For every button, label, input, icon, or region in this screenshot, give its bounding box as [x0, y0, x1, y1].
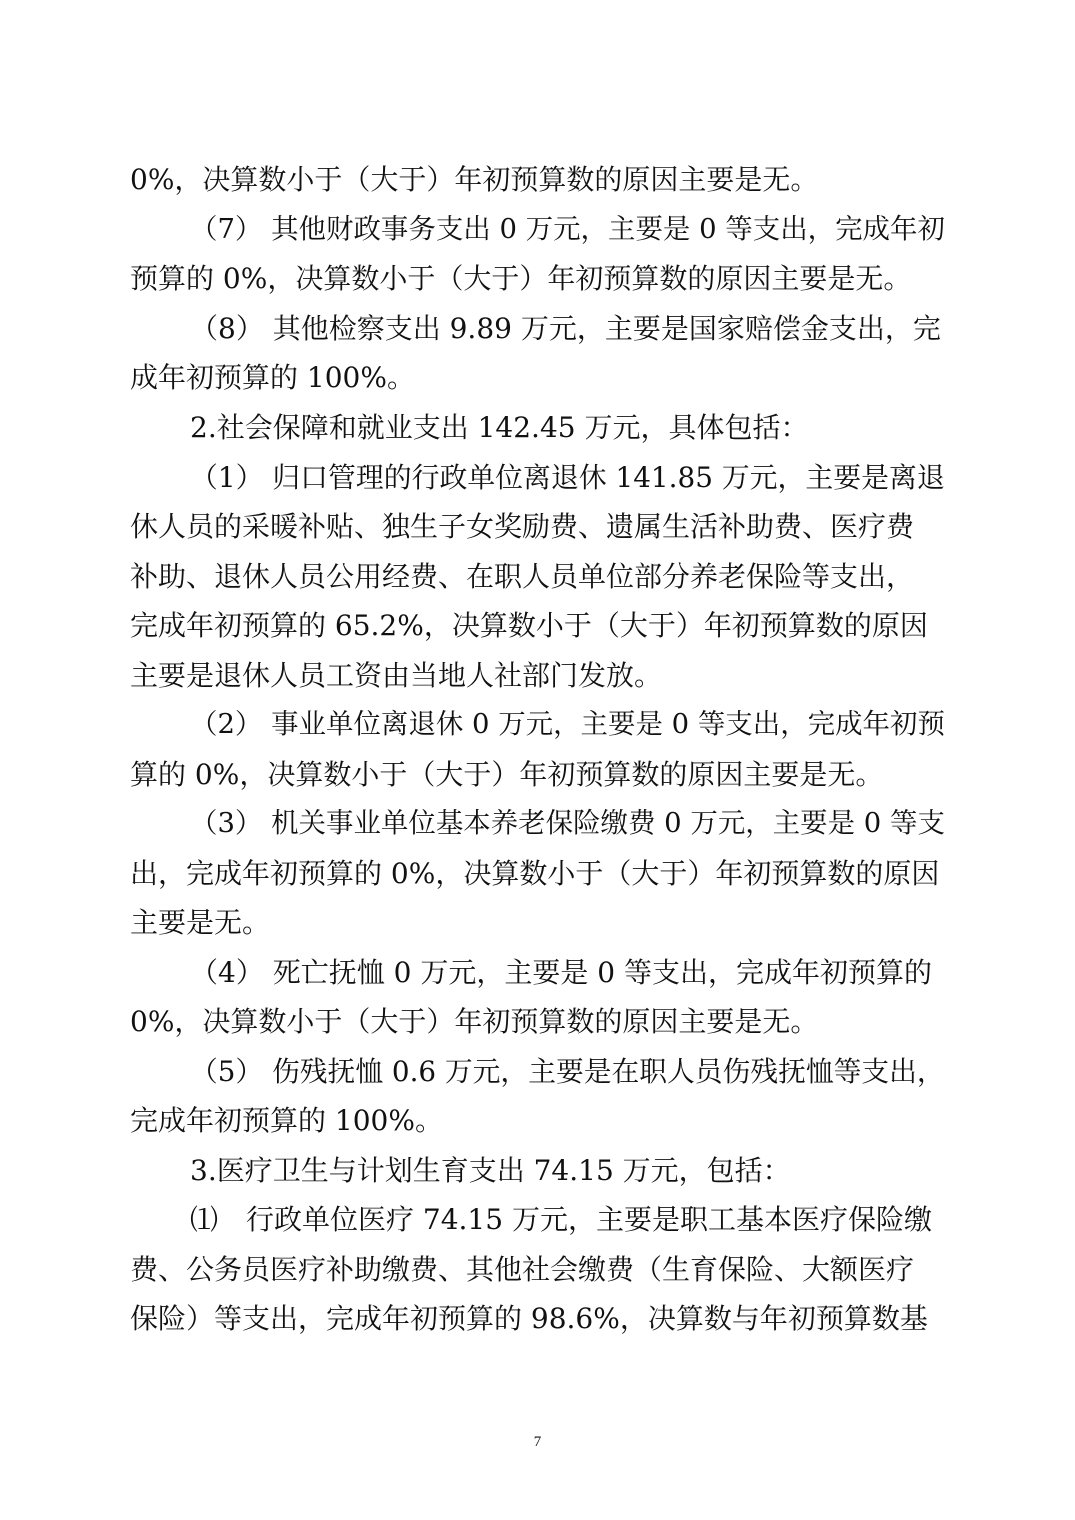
paragraph-line: （8） 其他检察支出 9.89 万元，主要是国家赔偿金支出，完 [190, 312, 941, 345]
paragraph-line: 预算的 0%，决算数小于（大于）年初预算数的原因主要是无。 [130, 262, 912, 295]
section-heading: 2.社会保障和就业支出 142.45 万元，具体包括： [190, 411, 809, 444]
paragraph-line: （3） 机关事业单位基本养老保险缴费 0 万元，主要是 0 等支 [190, 808, 945, 839]
page-number: 7 [533, 1434, 542, 1450]
paragraph-line: （2） 事业单位离退休 0 万元，主要是 0 等支出，完成年初预 [190, 709, 945, 740]
paragraph-line: ⑴ 行政单位医疗 74.15 万元，主要是职工基本医疗保险缴 [190, 1203, 932, 1236]
paragraph-line: 休人员的采暖补贴、独生子女奖励费、遗属生活补助费、医疗费 [130, 510, 915, 543]
paragraph-line: 完成年初预算的 65.2%，决算数小于（大于）年初预算数的原因 [130, 609, 928, 642]
paragraph-line: 主要是无。 [130, 906, 271, 939]
paragraph-line: 算的 0%，决算数小于（大于）年初预算数的原因主要是无。 [130, 758, 884, 791]
paragraph-line: （4） 死亡抚恤 0 万元，主要是 0 等支出，完成年初预算的 [190, 956, 932, 989]
paragraph-line: 0%，决算数小于（大于）年初预算数的原因主要是无。 [130, 1005, 819, 1038]
paragraph-line: （7） 其他财政事务支出 0 万元，主要是 0 等支出，完成年初 [190, 214, 945, 245]
section-heading: 3.医疗卫生与计划生育支出 74.15 万元，包括： [190, 1154, 791, 1187]
paragraph-line: 出，完成年初预算的 0%，决算数小于（大于）年初预算数的原因 [130, 857, 940, 890]
paragraph-line: 0%，决算数小于（大于）年初预算数的原因主要是无。 [130, 163, 819, 196]
paragraph-line: 成年初预算的 100%。 [130, 361, 415, 394]
paragraph-line: 补助、退休人员公用经费、在职人员单位部分养老保险等支出， [130, 560, 915, 593]
paragraph-line: 费、公务员医疗补助缴费、其他社会缴费（生育保险、大额医疗 [130, 1253, 915, 1286]
paragraph-line: （1） 归口管理的行政单位离退休 141.85 万元，主要是离退 [190, 461, 945, 494]
paragraph-line: （5） 伤残抚恤 0.6 万元，主要是在职人员伤残抚恤等支出， [190, 1055, 945, 1088]
paragraph-line: 主要是退休人员工资由当地人社部门发放。 [130, 659, 663, 692]
paragraph-line: 保险）等支出，完成年初预算的 98.6%，决算数与年初预算数基 [130, 1302, 928, 1335]
paragraph-line: 完成年初预算的 100%。 [130, 1104, 443, 1137]
